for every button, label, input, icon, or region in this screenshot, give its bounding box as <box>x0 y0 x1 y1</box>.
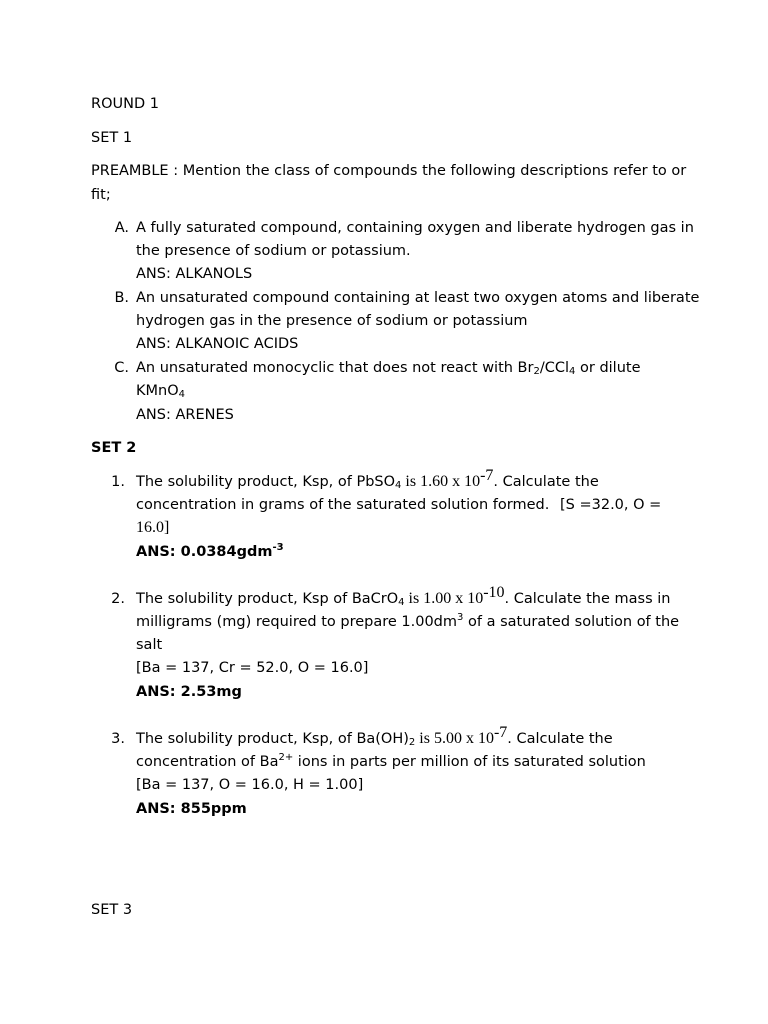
q2-marker: 2. <box>111 591 125 607</box>
item-a-line-1: A fully saturated compound, containing oxygen and liberate hydrogen gas in <box>136 220 694 236</box>
item-a-line-2: the presence of sodium or potassium. <box>136 243 411 259</box>
item-c-answer: ANS: ARENES <box>136 407 234 423</box>
q2-atomic-masses: [Ba = 137, Cr = 52.0, O = 16.0] <box>136 660 369 676</box>
item-c-marker: C. <box>114 360 129 376</box>
q2-line-1: The solubility product, Ksp of BaCrO$_4$ is 1.00 x $10^{-10}$. Calculate the mass in <box>136 584 671 608</box>
set2-heading: SET 2 <box>91 440 137 456</box>
item-b-line-2: hydrogen gas in the presence of sodium or potassium <box>136 313 528 329</box>
q2-line-2: milligrams (mg) required to prepare $1.00dm^3$ of a saturated solution of the <box>136 612 680 630</box>
q3-line-2: concentration of $Ba^{2+}$ ions in parts per million of its saturated solution <box>136 752 646 770</box>
q1-atomic-masses: [S =32.0, O = <box>560 497 662 513</box>
q1-marker: 1. <box>111 474 125 490</box>
item-a-marker: A. <box>114 220 129 236</box>
q3-marker: 3. <box>111 731 125 747</box>
item-b-line-1: An unsaturated compound containing at least two oxygen atoms and liberate <box>136 290 700 306</box>
q1-line-1: The solubility product, Ksp, of PbSO$_4$ is 1.60 x $10^{-7}$. Calculate the <box>136 467 599 491</box>
preamble-line-2: fit; <box>91 187 111 203</box>
set3-heading: SET 3 <box>91 902 133 918</box>
item-c-line-1: An unsaturated monocyclic that does not react with $Br_2/CCl_4$ or dilute <box>136 360 641 377</box>
q3-atomic-masses: [Ba = 137, O = 16.0, H = 1.00] <box>136 777 364 793</box>
q2-line-3: salt <box>136 637 163 653</box>
item-b-answer: ANS: ALKANOIC ACIDS <box>136 336 299 352</box>
round-heading: ROUND 1 <box>91 96 159 112</box>
q1-answer: ANS: 0.0384gdm$^{-3}$ <box>136 542 284 560</box>
q2-answer: ANS: 2.53mg <box>136 684 242 700</box>
q3-answer: ANS: 855ppm <box>136 801 247 817</box>
q1-line-2: concentration in grams of the saturated solution formed. <box>136 497 550 513</box>
q3-line-1: The solubility product, Ksp, of $Ba(OH)_2$ is 5.00 x $10^{-7}$. Calculate the <box>136 724 613 748</box>
q1-line-3: 16.0] <box>136 519 170 536</box>
preamble-line-1: PREAMBLE : Mention the class of compounds the following descriptions refer to or <box>91 163 687 179</box>
item-b-marker: B. <box>114 290 129 306</box>
item-c-line-2: KMnO$_4$ <box>136 383 185 400</box>
item-a-answer: ANS: ALKANOLS <box>136 266 253 282</box>
set1-heading: SET 1 <box>91 130 133 146</box>
